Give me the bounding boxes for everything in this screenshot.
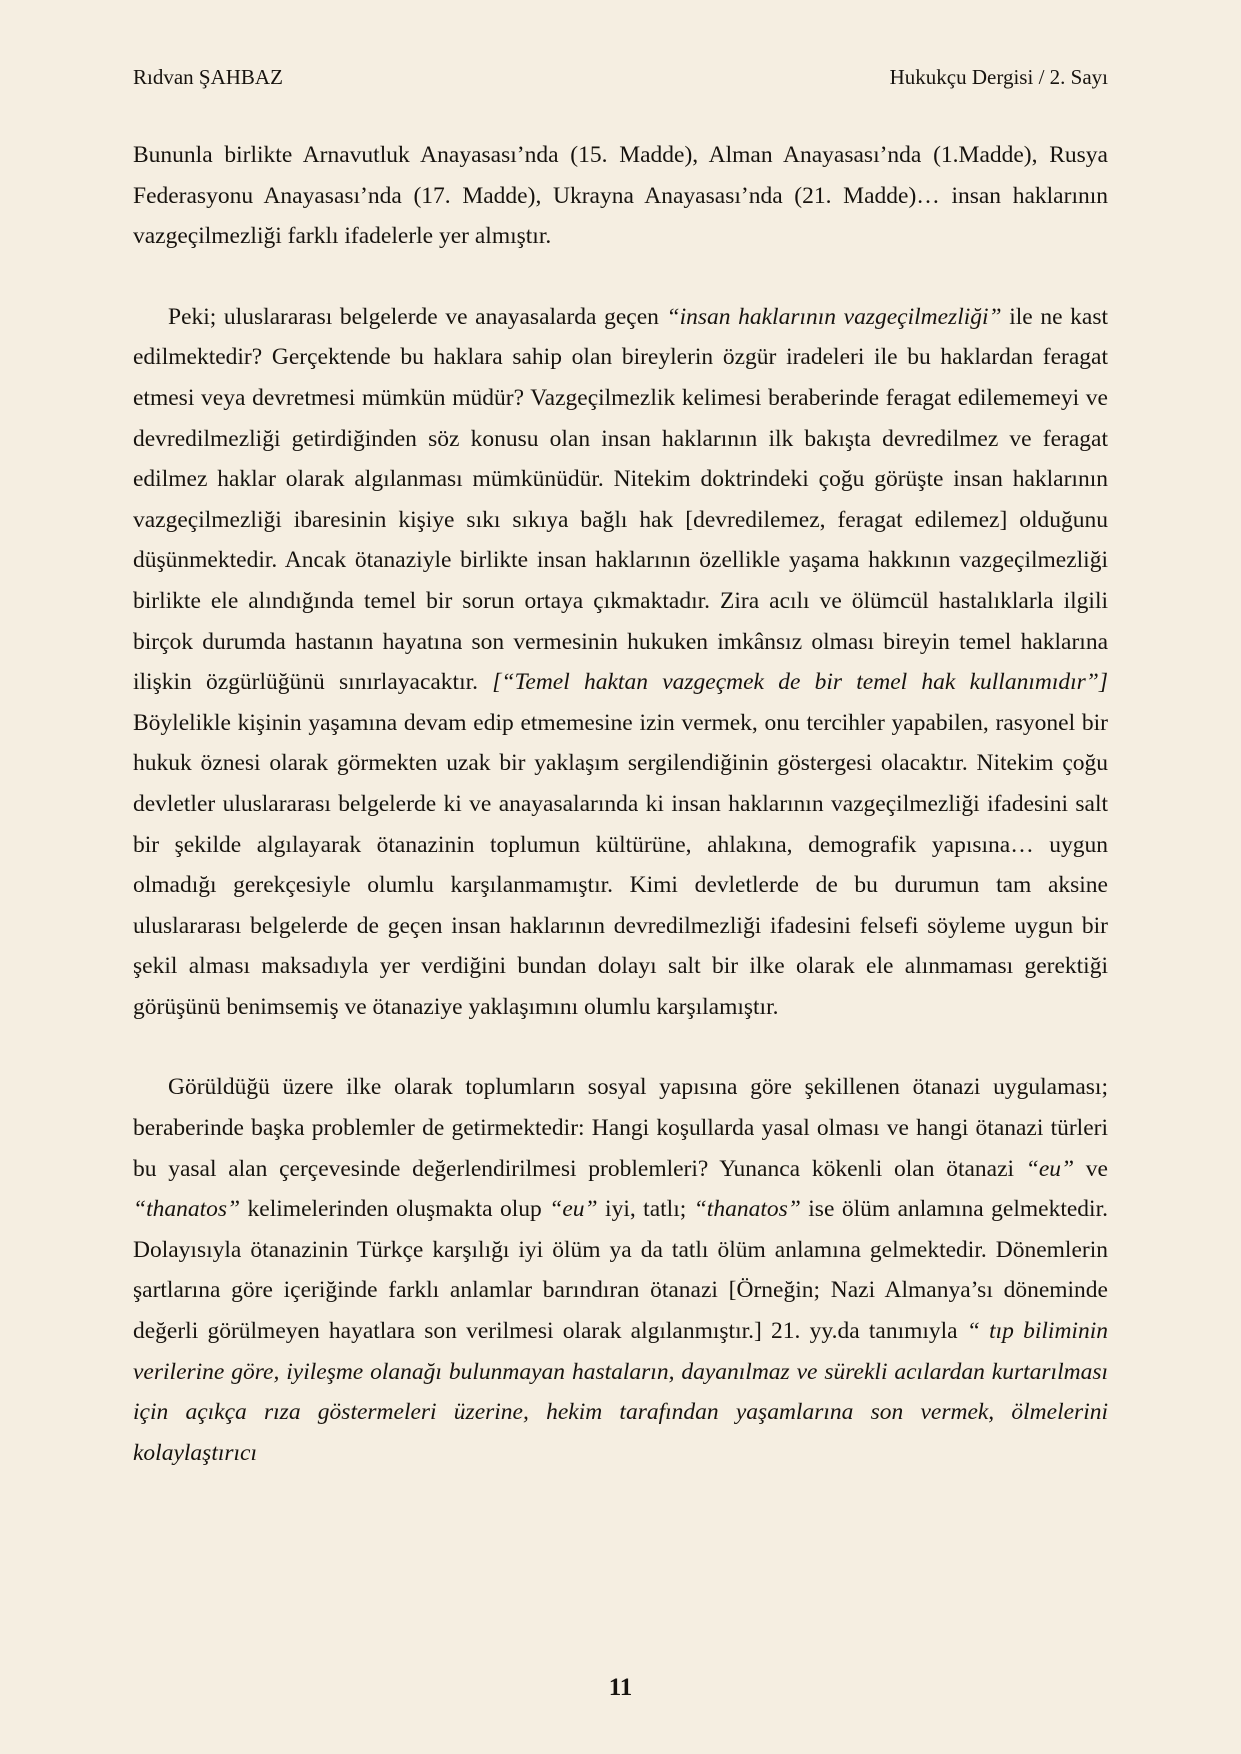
journal-title: Hukukçu Dergisi / 2. Sayı (889, 65, 1108, 89)
term-eu: “eu” (1025, 1155, 1075, 1182)
paragraph-3-text: ise ölüm anlamına gelmektedir. Dolayısıyla ötanazinin Türkçe karşılığı iyi ölüm ya da tatlı ölüm anlamına gelmektedir. Dönemlerin şartlarına göre içeriğinde farklı anlamlar barındıran ötanazi [Örneğin; Nazi Almanya’sı döneminde değerli görülmeyen hayatlara son verilmesi olarak algılanmıştır.] 21. yy.da tanımıyla (133, 1196, 1108, 1345)
paragraph-3-text: kelimelerinden oluşmakta olup (240, 1196, 550, 1223)
paragraph-1 (133, 135, 1108, 257)
author-name: Rıdvan ŞAHBAZ (133, 65, 283, 89)
paragraph-3-text: Görüldüğü üzere ilke olarak toplumların sosyal yapısına göre şekillenen ötanazi uygulaması; beraberinde başka problemler de getirmektedir: Hangi koşullarda yasal olması ve hangi ötanazi türleri bu yasal alan çerçevesinde değerlendirilmesi problemleri? Yunanca kökenli olan ötanazi (133, 1074, 1108, 1182)
article-body (133, 135, 1108, 1473)
quote-euthanasia-definition: “ tıp biliminin verilerine göre, iyileşme olanağı bulunmayan hastaların, dayanılmaz ve sürekli acılardan kurtarılması için açıkça rıza göstermeleri üzerine, hekim tarafından yaşamlarına son vermek, ölmelerini kolaylaştırıcı (133, 1318, 1108, 1466)
quote-inalienability: “insan haklarının vazgeçilmezliği” (666, 303, 1002, 330)
page-number: 11 (608, 1674, 633, 1701)
paragraph-2-text: ile ne kast edilmektedir? Gerçektende bu haklara sahip olan bireylerin özgür iradeleri ile bu haklardan feragat etmesi veya devretmesi mümkün müdür? Vazgeçilmezlik kelimesi beraberinde feragat edilememeyi ve devredilmezliği getirdiğinden söz konusu olan insan haklarının ilk bakışta devredilmez ve feragat edilmez haklar olarak algılanması mümkünüdür. Nitekim doktrindeki çoğu görüşte insan haklarının vazgeçilmezliği ibaresinin kişiye sıkı sıkıya bağlı hak [devredilemez, feragat edilemez] olduğunu düşünmektedir. Ancak ötanaziyle birlikte insan haklarının özellikle yaşama hakkının vazgeçilmezliği birlikte ele alındığında temel bir sorun ortaya çıkmaktadır. Zira acılı ve ölümcül hastalıklarla ilgili birçok durumda hastanın hayatına son vermesinin hukuken imkânsız olması bireyin temel haklarına ilişkin özgürlüğünü sınırlayacaktır. (133, 303, 1108, 696)
paragraph-2 (133, 297, 1108, 1028)
paragraph-1-text: Bununla birlikte Arnavutluk Anayasası’nda (15. Madde), Alman Anayasası’nda (1.Madde), Rusya Federasyonu Anayasası’nda (17. Madde), Ukrayna Anayasası’nda (21. Madde)… insan haklarının vazgeçilmezliği farklı ifadelerle yer almıştır. (133, 142, 1108, 250)
term-thanatos: “thanatos” (693, 1196, 801, 1223)
paragraph-2-text: Böylelikle kişinin yaşamına devam edip etmemesine izin vermek, onu tercihler yapabilen, rasyonel bir hukuk öznesi olarak görmekten uzak bir yaklaşım sergilendiğinin göstergesi olacaktır. Nitekim çoğu devletler uluslararası belgelerde ki ve anayasalarında ki insan haklarının vazgeçilmezliği ifadesini salt bir şekilde algılayarak ötanazinin toplumun kültürüne, ahlakına, demografik yapısına… uygun olmadığı gerekçesiyle olumlu karşılanmamıştır. Kimi devletlerde de bu durumun tam aksine uluslararası belgelerde de geçen insan haklarının devredilmezliği ifadesini felsefi söyleme uygun bir şekil alması maksadıyla yer verdiğini bundan dolayı salt bir ilke olarak ele alınmaması gerektiği görüşünü benimsemiş ve ötanaziye yaklaşımını olumlu karşılamıştır. (133, 709, 1108, 1020)
quote-fundamental-right: [“Temel haktan vazgeçmek de bir temel hak kullanımıdır”] (492, 669, 1108, 696)
page-header (133, 64, 1108, 90)
paragraph-3-text: ve (1074, 1155, 1108, 1182)
paragraph-3-text: iyi, tatlı; (597, 1196, 694, 1223)
page-content (133, 64, 1108, 1473)
paragraph-3 (133, 1067, 1108, 1473)
paragraph-2-text: Peki; uluslararası belgelerde ve anayasalarda geçen (168, 303, 667, 330)
term-eu: “eu” (549, 1196, 598, 1223)
term-thanatos: “thanatos” (133, 1196, 241, 1223)
